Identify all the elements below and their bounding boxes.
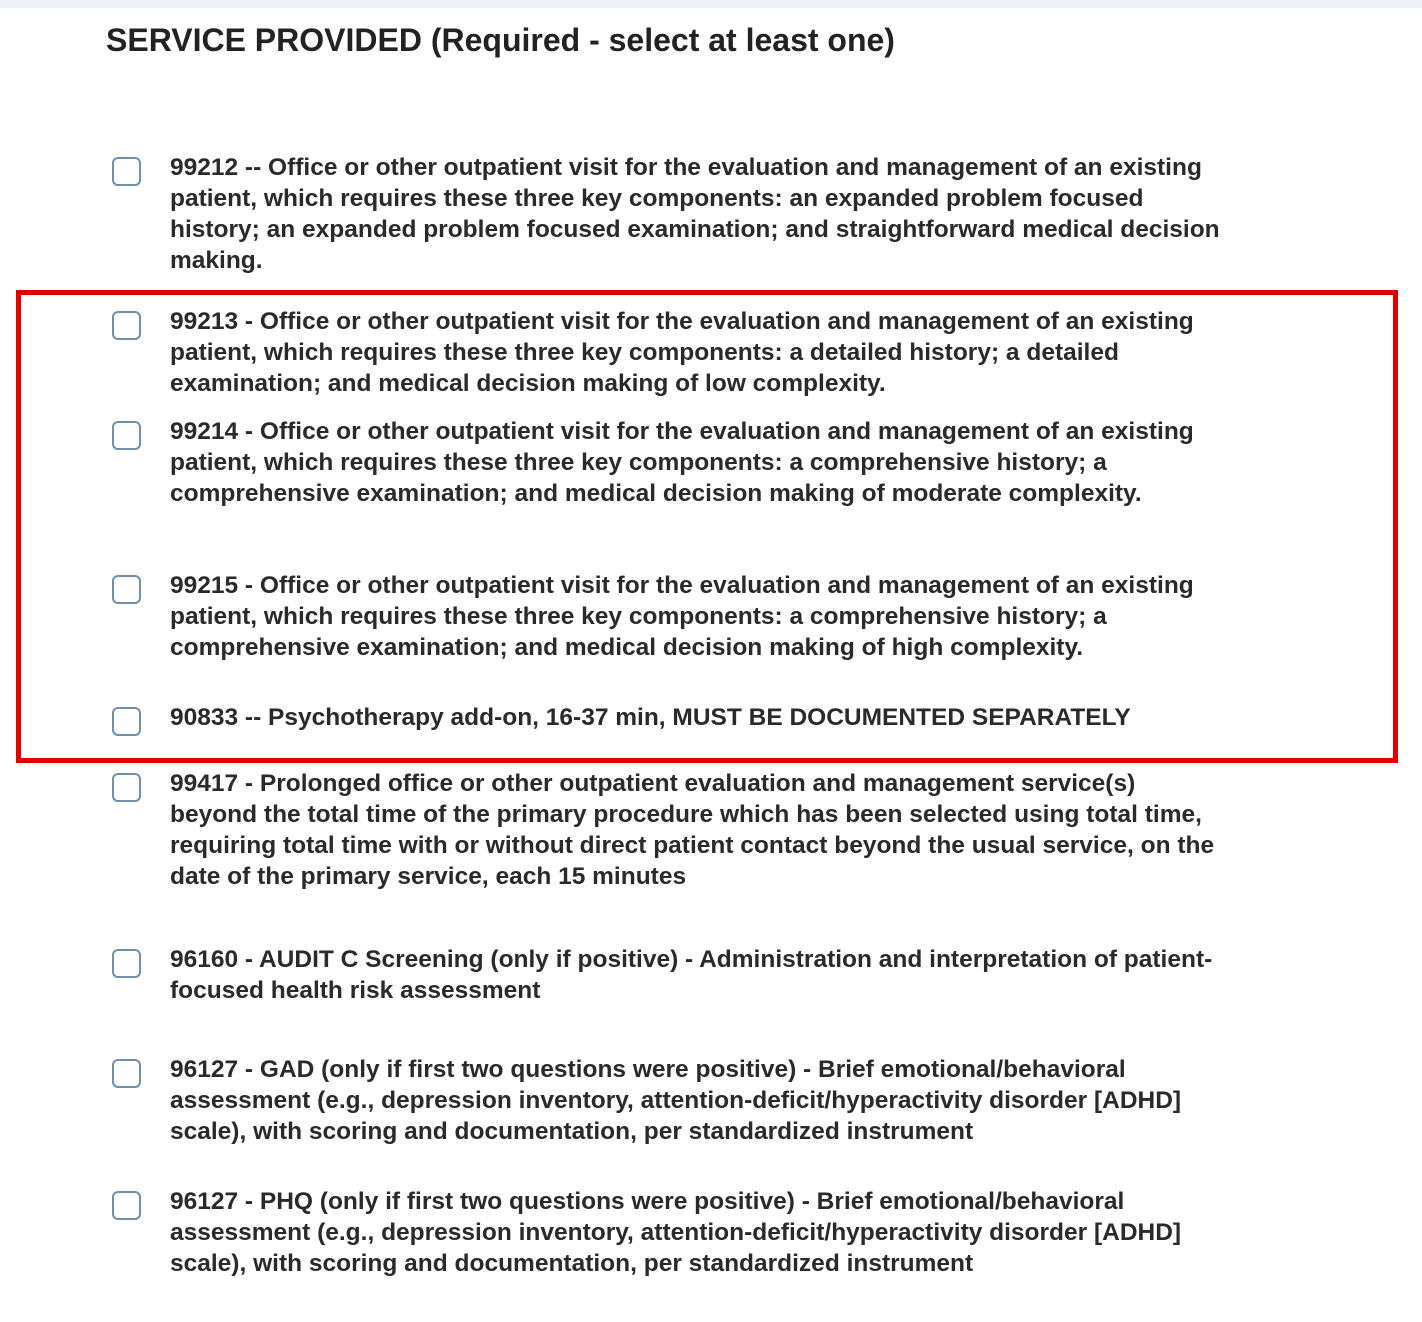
checkbox-99215[interactable] [112,575,141,604]
option-label-96160[interactable]: 96160 - AUDIT C Screening (only if positive) - Administration and interpretation of patient-focused health risk assessment [170,946,1213,1004]
option-label-99214[interactable]: 99214 - Office or other outpatient visit for the evaluation and management of an existing patient, which requires these three key components: a comprehensive history; a comprehensive examination; and medical decision making of moderate complexity. [170,418,1194,507]
option-99417[interactable] [112,770,1222,892]
option-label-99417[interactable]: 99417 - Prolonged office or other outpatient evaluation and management service(s) beyond the total time of the primary procedure which has been selected using total time, requiring total time with or without direct patient contact beyond the usual service, on the date of the primary service, each 15 minutes [170,770,1215,890]
checkbox-99212[interactable] [112,157,141,186]
option-96127-phq[interactable] [112,1188,1222,1279]
option-label-99215[interactable]: 99215 - Office or other outpatient visit for the evaluation and management of an existing patient, which requires these three key components: a comprehensive history; a comprehensive examination; and medical decision making of high complexity. [170,572,1194,661]
option-99213[interactable] [112,308,1222,399]
option-96127-gad[interactable] [112,1056,1222,1147]
checkbox-96160[interactable] [112,949,141,978]
checkbox-90833[interactable] [112,707,141,736]
checkbox-96127-phq[interactable] [112,1191,141,1220]
checkbox-99213[interactable] [112,311,141,340]
option-99214[interactable] [112,418,1222,509]
option-label-99212[interactable]: 99212 -- Office or other outpatient visit for the evaluation and management of an existing patient, which requires these three key components: an expanded problem focused history; an expanded problem focused examination; and straightforward medical decision making. [170,154,1220,274]
option-99212[interactable] [112,154,1222,276]
checkbox-99214[interactable] [112,421,141,450]
top-strip [0,0,1422,8]
checkbox-99417[interactable] [112,773,141,802]
option-99215[interactable] [112,572,1222,663]
option-96160[interactable] [112,946,1222,1006]
option-label-99213[interactable]: 99213 - Office or other outpatient visit for the evaluation and management of an existing patient, which requires these three key components: a detailed history; a detailed examination; and medical decision making of low complexity. [170,308,1194,397]
checkbox-96127-gad[interactable] [112,1059,141,1088]
section-title: SERVICE PROVIDED (Required - select at least one) [106,22,895,58]
option-label-96127-phq[interactable]: 96127 - PHQ (only if first two questions were positive) - Brief emotional/behavioral assessment (e.g., depression inventory, attention-deficit/hyperactivity disorder [ADHD] scale), with scoring and documentation, per standardized instrument [170,1188,1182,1277]
option-label-90833[interactable]: 90833 -- Psychotherapy add-on, 16-37 min, MUST BE DOCUMENTED SEPARATELY [170,704,1131,731]
option-label-96127-gad[interactable]: 96127 - GAD (only if first two questions were positive) - Brief emotional/behavioral assessment (e.g., depression inventory, attention-deficit/hyperactivity disorder [ADHD] scale), with scoring and documentation, per standardized instrument [170,1056,1182,1145]
option-90833[interactable] [112,704,1222,736]
